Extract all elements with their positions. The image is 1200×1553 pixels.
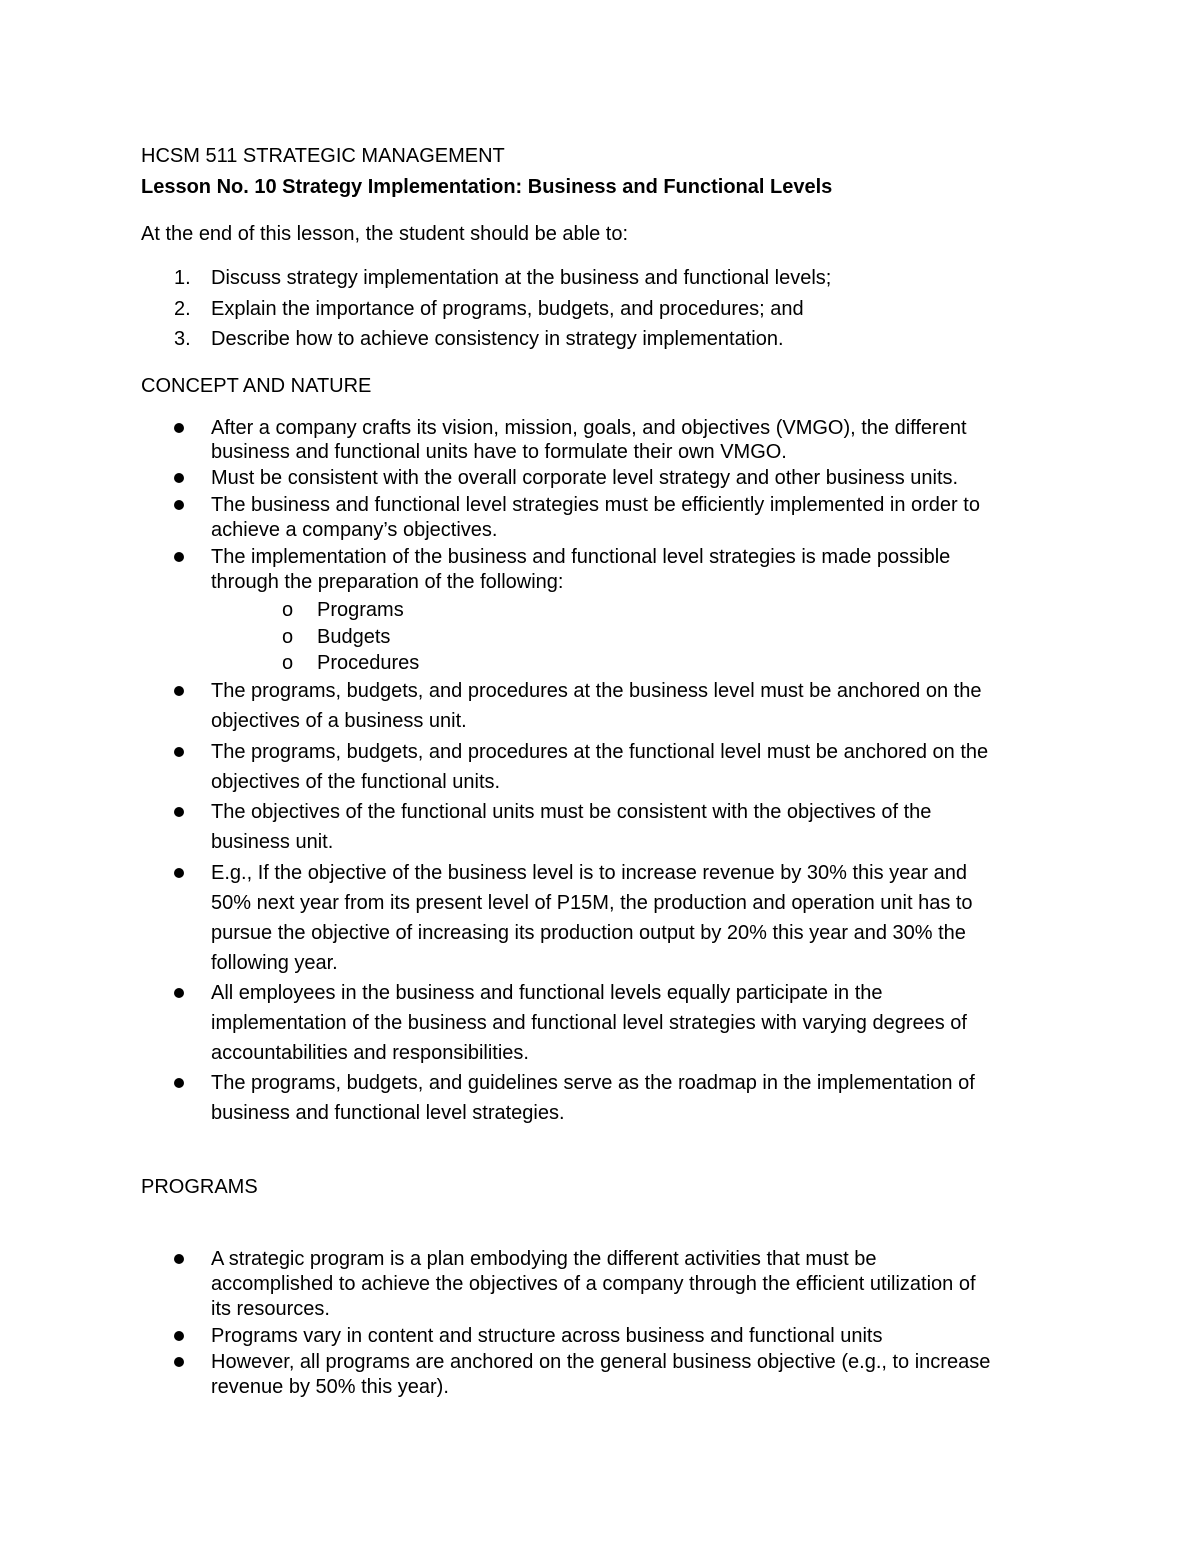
list-item-continuation: accountabilities and responsibilities. <box>211 1042 529 1064</box>
sub-list-item: Budgets <box>317 626 391 648</box>
list-item: Must be consistent with the overall corporate level strategy and other business units. <box>211 467 959 489</box>
list-item-continuation: implementation of the business and functional level strategies with varying degrees of <box>211 1012 967 1034</box>
list-item: The objectives of the functional units must be consistent with the objectives of the <box>211 801 932 823</box>
list-item: The programs, budgets, and procedures at the functional level must be anchored on the <box>211 741 989 763</box>
list-item: After a company crafts its vision, mission, goals, and objectives (VMGO), the different <box>211 417 967 439</box>
section-heading-concept: CONCEPT AND NATURE <box>141 375 372 397</box>
objective-number: 3. <box>174 328 191 350</box>
bullet-icon <box>174 423 184 433</box>
list-item-continuation: objectives of a business unit. <box>211 710 467 732</box>
sub-list-item: Programs <box>317 599 404 621</box>
objective-text: Explain the importance of programs, budgets, and procedures; and <box>211 298 804 320</box>
bullet-icon <box>174 807 184 817</box>
list-item-continuation: revenue by 50% this year). <box>211 1376 449 1398</box>
list-item-continuation: following year. <box>211 952 338 974</box>
objective-text: Discuss strategy implementation at the business and functional levels; <box>211 267 832 289</box>
objectives-intro: At the end of this lesson, the student should be able to: <box>141 223 629 245</box>
bullet-icon <box>174 473 184 483</box>
list-item-continuation: pursue the objective of increasing its production output by 20% this year and 30% the <box>211 922 966 944</box>
list-item: The business and functional level strategies must be efficiently implemented in order to <box>211 494 980 516</box>
list-item-continuation: business and functional level strategies. <box>211 1102 565 1124</box>
list-item-continuation: through the preparation of the following: <box>211 571 564 593</box>
bullet-icon <box>174 500 184 510</box>
objective-number: 1. <box>174 267 191 289</box>
list-item: A strategic program is a plan embodying the different activities that must be <box>211 1248 877 1270</box>
list-item: However, all programs are anchored on the general business objective (e.g., to increase <box>211 1351 991 1373</box>
list-item-continuation: business unit. <box>211 831 334 853</box>
list-item: All employees in the business and functional levels equally participate in the <box>211 982 883 1004</box>
bullet-icon <box>174 1078 184 1088</box>
list-item-continuation: accomplished to achieve the objectives of a company through the efficient utilization of <box>211 1273 976 1295</box>
list-item-continuation: 50% next year from its present level of P15M, the production and operation unit has to <box>211 892 973 914</box>
list-item-continuation: its resources. <box>211 1298 330 1320</box>
list-item: Programs vary in content and structure across business and functional units <box>211 1325 883 1347</box>
lesson-title: Lesson No. 10 Strategy Implementation: Business and Functional Levels <box>141 176 833 198</box>
list-item: E.g., If the objective of the business level is to increase revenue by 30% this year and <box>211 862 967 884</box>
list-item-continuation: business and functional units have to formulate their own VMGO. <box>211 441 787 463</box>
list-item: The programs, budgets, and guidelines serve as the roadmap in the implementation of <box>211 1072 975 1094</box>
bullet-icon <box>174 552 184 562</box>
bullet-icon <box>174 988 184 998</box>
list-item-continuation: objectives of the functional units. <box>211 771 501 793</box>
list-item-continuation: achieve a company’s objectives. <box>211 519 498 541</box>
sub-bullet-icon: o <box>282 652 294 674</box>
sub-bullet-icon: o <box>282 626 294 648</box>
objective-text: Describe how to achieve consistency in strategy implementation. <box>211 328 784 350</box>
list-item: The implementation of the business and functional level strategies is made possible <box>211 546 951 568</box>
course-title: HCSM 511 STRATEGIC MANAGEMENT <box>141 145 505 167</box>
sub-list-item: Procedures <box>317 652 420 674</box>
bullet-icon <box>174 1357 184 1367</box>
bullet-icon <box>174 747 184 757</box>
list-item: The programs, budgets, and procedures at the business level must be anchored on the <box>211 680 982 702</box>
section-heading-programs: PROGRAMS <box>141 1176 258 1198</box>
objective-number: 2. <box>174 298 191 320</box>
sub-bullet-icon: o <box>282 599 294 621</box>
bullet-icon <box>174 1254 184 1264</box>
bullet-icon <box>174 868 184 878</box>
bullet-icon <box>174 686 184 696</box>
bullet-icon <box>174 1331 184 1341</box>
